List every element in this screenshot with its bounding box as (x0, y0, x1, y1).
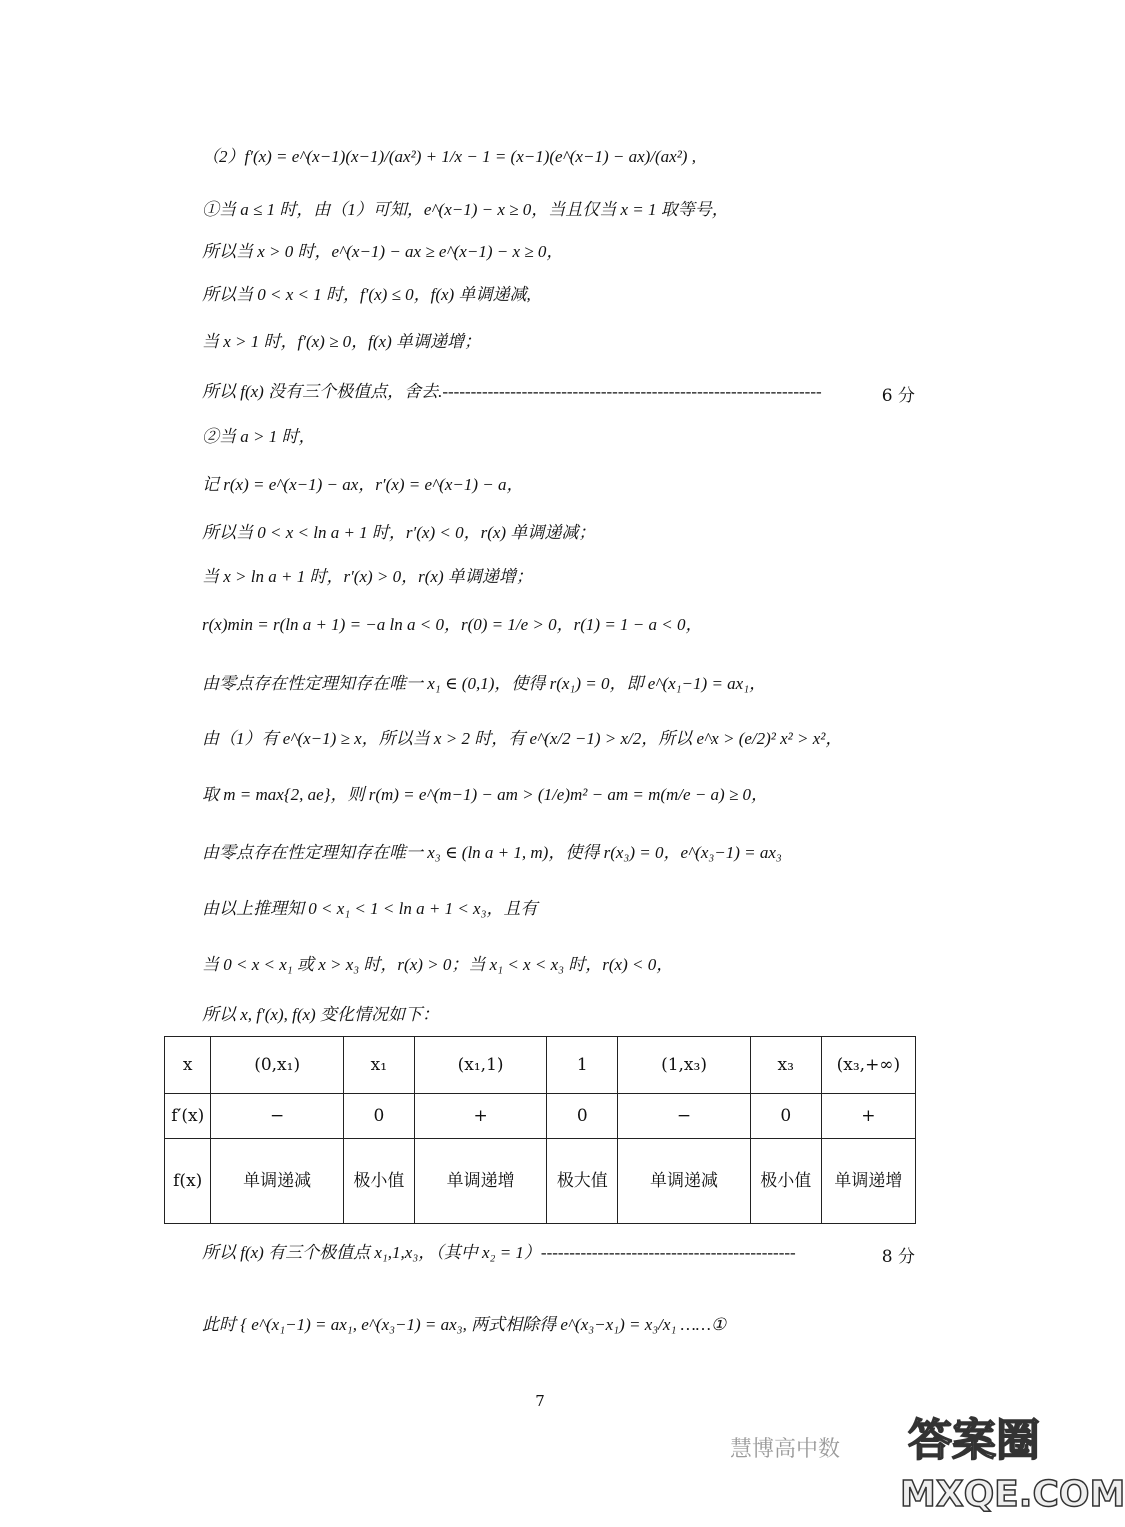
table-cell: 0 (343, 1094, 414, 1139)
table-cell: (x₃,+∞) (821, 1037, 915, 1094)
score-6: 6 分 (881, 386, 915, 406)
page-number: 7 (535, 1392, 545, 1410)
line-1: ①当 a ≤ 1 时，由（1）可知，e^(x−1) − x ≥ 0，当且仅当 x = 1 取等号， (202, 200, 729, 219)
table-row (165, 1139, 916, 1224)
table-cell: 1 (547, 1037, 618, 1094)
table-row (165, 1037, 916, 1094)
line-12: 由（1）有 e^(x−1) ≥ x，所以当 x > 2 时，有 e^(x/2 −1) > x/2，所以 e^x > (e/2)² x² > x²， (202, 729, 843, 748)
table-cell: − (211, 1094, 343, 1139)
table-cell: f′(x) (165, 1094, 211, 1139)
table-cell: 单调递减 (211, 1139, 343, 1224)
table-cell: x₁ (343, 1037, 414, 1094)
table-cell: 单调递增 (414, 1139, 546, 1224)
line-3: 所以当 0 < x < 1 时，f′(x) ≤ 0，f(x) 单调递减, (202, 285, 531, 304)
table-cell: + (821, 1094, 915, 1139)
line-16: 当 0 < x < x₁ 或 x > x₃ 时，r(x) > 0；当 x₁ < x < x₃ 时，r(x) < 0， (202, 955, 674, 974)
line-7: 记 r(x) = e^(x−1) − ax，r′(x) = e^(x−1) − a， (202, 475, 524, 494)
line-4: 当 x > 1 时，f′(x) ≥ 0，f(x) 单调递增； (202, 332, 481, 351)
table-cell: f(x) (165, 1139, 211, 1224)
line-6: ②当 a > 1 时， (202, 427, 316, 446)
table-cell: 0 (750, 1094, 821, 1139)
watermark-logo (898, 1400, 1125, 1522)
variation-table (164, 1036, 916, 1224)
table-cell: (0,x₁) (211, 1037, 343, 1094)
watermark-logo-bottom: MXQE.COM (900, 1474, 1125, 1515)
score-8: 8 分 (881, 1247, 915, 1267)
line-11: 由零点存在性定理知存在唯一 x₁ ∈ (0,1)，使得 r(x₁) = 0，即 e^(x₁−1) = ax₁， (202, 674, 767, 693)
table-cell: 0 (547, 1094, 618, 1139)
line-after-table-0: 所以 f(x) 有三个极值点 x₁,1,x₃，（其中 x₂ = 1）--------------------------------------------- (202, 1243, 796, 1262)
table-cell: x (165, 1037, 211, 1094)
line-after-table-1: 此时 { e^(x₁−1) = ax₁, e^(x₃−1) = ax₃, 两式相除得 e^(x₃−x₁) = x₃/x₁ ……① (202, 1315, 727, 1334)
table-cell: x₃ (750, 1037, 821, 1094)
line-10: r(x)min = r(ln a + 1) = −a ln a < 0，r(0) = 1/e > 0，r(1) = 1 − a < 0， (202, 615, 703, 634)
table-cell: (x₁,1) (414, 1037, 546, 1094)
table-cell: + (414, 1094, 546, 1139)
table-cell: (1,x₃) (618, 1037, 750, 1094)
table-row (165, 1094, 916, 1139)
line-17: 所以 x, f′(x), f(x) 变化情况如下： (202, 1005, 439, 1024)
line-14: 由零点存在性定理知存在唯一 x₃ ∈ (ln a + 1, m)，使得 r(x₃) = 0，e^(x₃−1) = ax₃ (202, 843, 782, 862)
line-8: 所以当 0 < x < ln a + 1 时，r′(x) < 0，r(x) 单调递减； (202, 523, 596, 542)
line-0: （2）f′(x) = e^(x−1)(x−1)/(ax²) + 1/x − 1 = (x−1)(e^(x−1) − ax)/(ax²) , (202, 147, 696, 166)
table-cell: 单调递增 (821, 1139, 915, 1224)
table-cell: 极大值 (547, 1139, 618, 1224)
table-cell: 极小值 (343, 1139, 414, 1224)
line-2: 所以当 x > 0 时，e^(x−1) − ax ≥ e^(x−1) − x ≥ 0， (202, 242, 564, 261)
line-9: 当 x > ln a + 1 时，r′(x) > 0，r(x) 单调递增； (202, 567, 533, 586)
line-13: 取 m = max{2, ae}，则 r(m) = e^(m−1) − am > (1/e)m² − am = m(m/e − a) ≥ 0， (202, 785, 769, 804)
line-15: 由以上推理知 0 < x₁ < 1 < ln a + 1 < x₃，且有 (202, 899, 538, 918)
table-cell: − (618, 1094, 750, 1139)
table-cell: 单调递减 (618, 1139, 750, 1224)
table-cell: 极小值 (750, 1139, 821, 1224)
line-5: 所以 f(x) 没有三个极值点，舍去.------------------------------------------------------------------- (202, 382, 822, 401)
watermark-text: 慧博高中数 (730, 1437, 841, 1462)
watermark-logo-top: 答案圈 (908, 1415, 1040, 1466)
